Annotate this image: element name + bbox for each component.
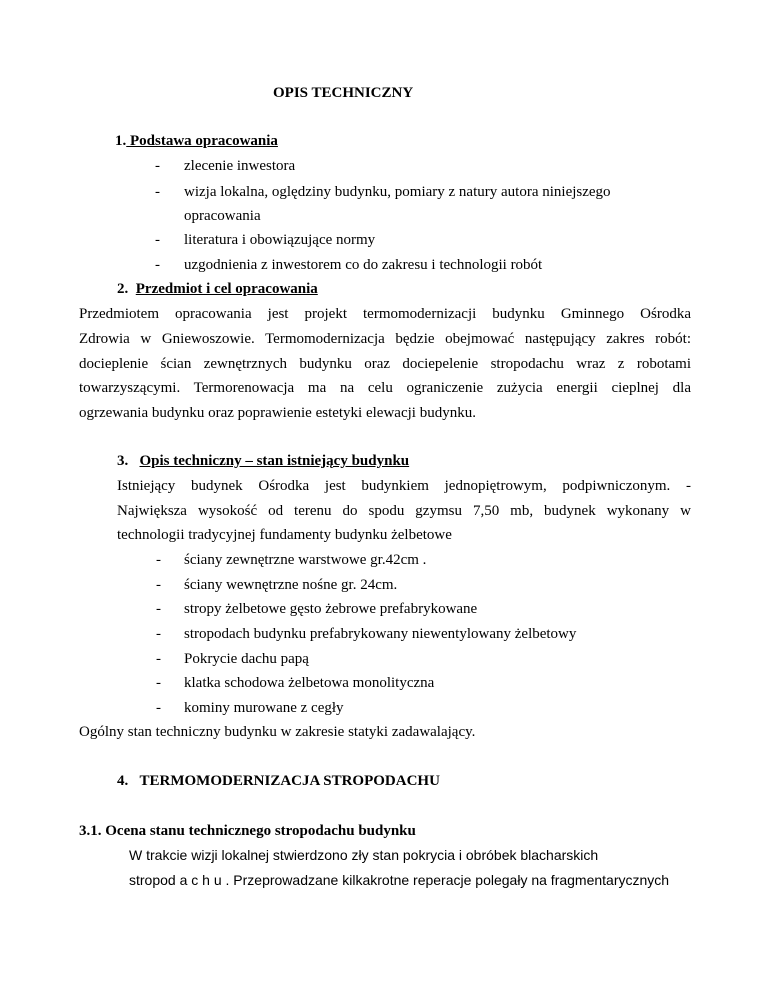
section-4-number: 4. — [117, 773, 129, 789]
list-dash: - — [155, 257, 160, 273]
summary-line: Ogólny stan techniczny budynku w zakresie statyki zadawalający. — [79, 724, 476, 740]
paragraph-line: Największa wysokość od terenu do spodu gzymsu 7,50 mb, budynek wykonany w — [117, 503, 691, 519]
section-4-title: TERMOMODERNIZACJA STROPODACHU — [139, 773, 440, 789]
list-item: ściany zewnętrzne warstwowe gr.42cm . — [184, 552, 427, 568]
list-item: uzgodnienia z inwestorem co do zakresu i technologii robót — [184, 257, 543, 273]
list-dash: - — [156, 675, 161, 691]
section-3-number: 3. — [117, 453, 129, 469]
list-dash: - — [156, 651, 161, 667]
paragraph-line: Przedmiotem opracowania jest projekt termomodernizacji budynku Gminnego Ośrodka — [79, 306, 691, 322]
list-item: literatura i obowiązujące normy — [184, 232, 376, 248]
list-item: zlecenie inwestora — [184, 158, 296, 174]
section-3-heading — [117, 452, 409, 470]
section-2-number: 2. — [117, 281, 129, 297]
list-dash: - — [156, 626, 161, 642]
section-2-heading — [117, 280, 318, 298]
paragraph-line: Zdrowia w Gniewoszowie. Termomodernizacja będzie obejmować następujący zakres robót: — [79, 331, 691, 347]
section-4-heading — [117, 772, 440, 790]
list-item: ściany wewnętrzne nośne gr. 24cm. — [184, 577, 398, 593]
list-item: wizja lokalna, oględziny budynku, pomiary z natury autora niniejszego — [184, 184, 611, 200]
list-dash: - — [155, 158, 160, 174]
paragraph-line: towarzyszącymi. Termorenowacja ma na celu ograniczenie zużycia energii cieplnej dla — [79, 380, 691, 396]
list-dash: - — [156, 577, 161, 593]
paragraph-line: technologii tradycyjnej fundamenty budynku żelbetowe — [117, 527, 452, 543]
page-title: OPIS TECHNICZNY — [273, 85, 414, 101]
paragraph-line: W trakcie wizji lokalnej stwierdzono zły stan pokrycia i obróbek blacharskich — [129, 847, 599, 863]
paragraph-line: stropod a c h u . Przeprowadzane kilkakrotne reperacje polegały na fragmentarycznych — [129, 872, 670, 888]
list-dash: - — [156, 700, 161, 716]
list-dash: - — [156, 552, 161, 568]
list-item: kominy murowane z cegły — [184, 700, 344, 716]
section-2-title: Przedmiot i cel opracowania — [135, 281, 318, 297]
list-item: Pokrycie dachu papą — [184, 651, 309, 667]
list-item-continuation: opracowania — [184, 208, 261, 224]
list-dash: - — [155, 184, 160, 200]
list-item: klatka schodowa żelbetowa monolityczna — [184, 675, 435, 691]
list-item: stropy żelbetowe gęsto żebrowe prefabrykowane — [184, 601, 478, 617]
section-1-title: Podstawa opracowania — [126, 133, 278, 149]
list-item: stropodach budynku prefabrykowany niewentylowany żelbetowy — [184, 626, 577, 642]
paragraph-line: Istniejący budynek Ośrodka jest budynkiem jednopiętrowym, podpiwniczonym. - — [117, 478, 691, 494]
section-1-number: 1. — [115, 133, 127, 149]
section-3-title: Opis techniczny – stan istniejący budynku — [139, 453, 410, 469]
list-dash: - — [155, 232, 160, 248]
paragraph-line: docieplenie ścian zewnętrznych budynku oraz dociepelenie stropodachu wraz z robotami — [79, 356, 691, 372]
list-dash: - — [156, 601, 161, 617]
paragraph-line: ogrzewania budynku oraz poprawienie estetyki elewacji budynku. — [79, 405, 476, 421]
section-3-1-heading: 3.1. Ocena stanu technicznego stropodachu budynku — [79, 823, 416, 839]
section-1-heading — [115, 132, 278, 150]
